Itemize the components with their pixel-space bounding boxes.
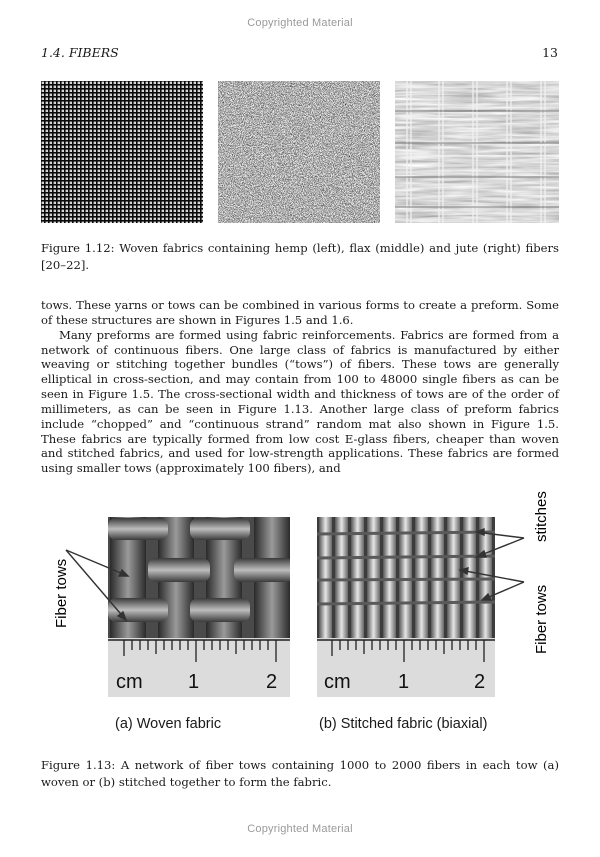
fiber-tows-label-right: Fiber tows	[533, 584, 550, 654]
ruler-mark-1-stitched: 1	[398, 671, 410, 693]
ruler-mark-2-stitched: 2	[474, 671, 486, 693]
watermark-top: Copyrighted Material	[247, 17, 353, 29]
flax-fabric-image	[218, 81, 380, 223]
stitches-label: stitches	[533, 491, 550, 542]
subcaption-stitched: (b) Stitched fabric (biaxial)	[319, 716, 488, 732]
paragraph: tows. These yarns or tows can be combined in various forms to create a preform. Some of these structures are shown in Figures 1.5 and 1.6.	[41, 298, 559, 327]
figure-1-13	[40, 470, 570, 745]
paragraph: Many preforms are formed using fabric reinforcements. Fabrics are formed from a network of continuous fibers. One large class of fabrics is manufactured by either weaving or stitching together bundles (“tows”) of fibers. These tows are generally elliptical in cross-section, and may contain from 100 to 48000 single fibers as can be seen in Figure 1.5. The cross-sectional width and thickness of tows are of the order of millimeters, as can be seen in Figure 1.13. Another large class of preform fabrics include “chopped” and “continuous strand” random mat also shown in Figure 1.5. These fabrics are typically formed from low cost E-glass fibers, cheaper than woven and stitched fabrics, and used for low-strength applications. These fabrics are formed using smaller tows (approximately 100 fibers), and	[41, 327, 559, 476]
ruler-unit-stitched: cm	[324, 671, 351, 693]
stitched-fabric-image	[317, 517, 495, 697]
subcaption-woven: (a) Woven fabric	[115, 716, 222, 732]
ruler-mark-2-woven: 2	[266, 671, 278, 693]
fiber-tows-label-left: Fiber tows	[53, 558, 70, 628]
woven-fabric-image	[108, 517, 294, 697]
figure-1-13-caption: Figure 1.13: A network of fiber tows containing 1000 to 2000 fibers in each tow (a) woven or (b) stitched together to form the fabric.	[41, 758, 559, 789]
running-head: 1.4. FIBERS	[41, 45, 119, 60]
jute-fabric-image	[395, 81, 559, 223]
page-number: 13	[542, 45, 558, 60]
body-text	[41, 298, 559, 476]
ruler-mark-1-woven: 1	[188, 671, 200, 693]
figure-1-12-caption: Figure 1.12: Woven fabrics containing hemp (left), flax (middle) and jute (right) fibers [20–22].	[41, 241, 559, 272]
ruler-unit-woven: cm	[116, 671, 143, 693]
watermark-bottom: Copyrighted Material	[247, 823, 353, 835]
hemp-fabric-image	[41, 81, 203, 223]
